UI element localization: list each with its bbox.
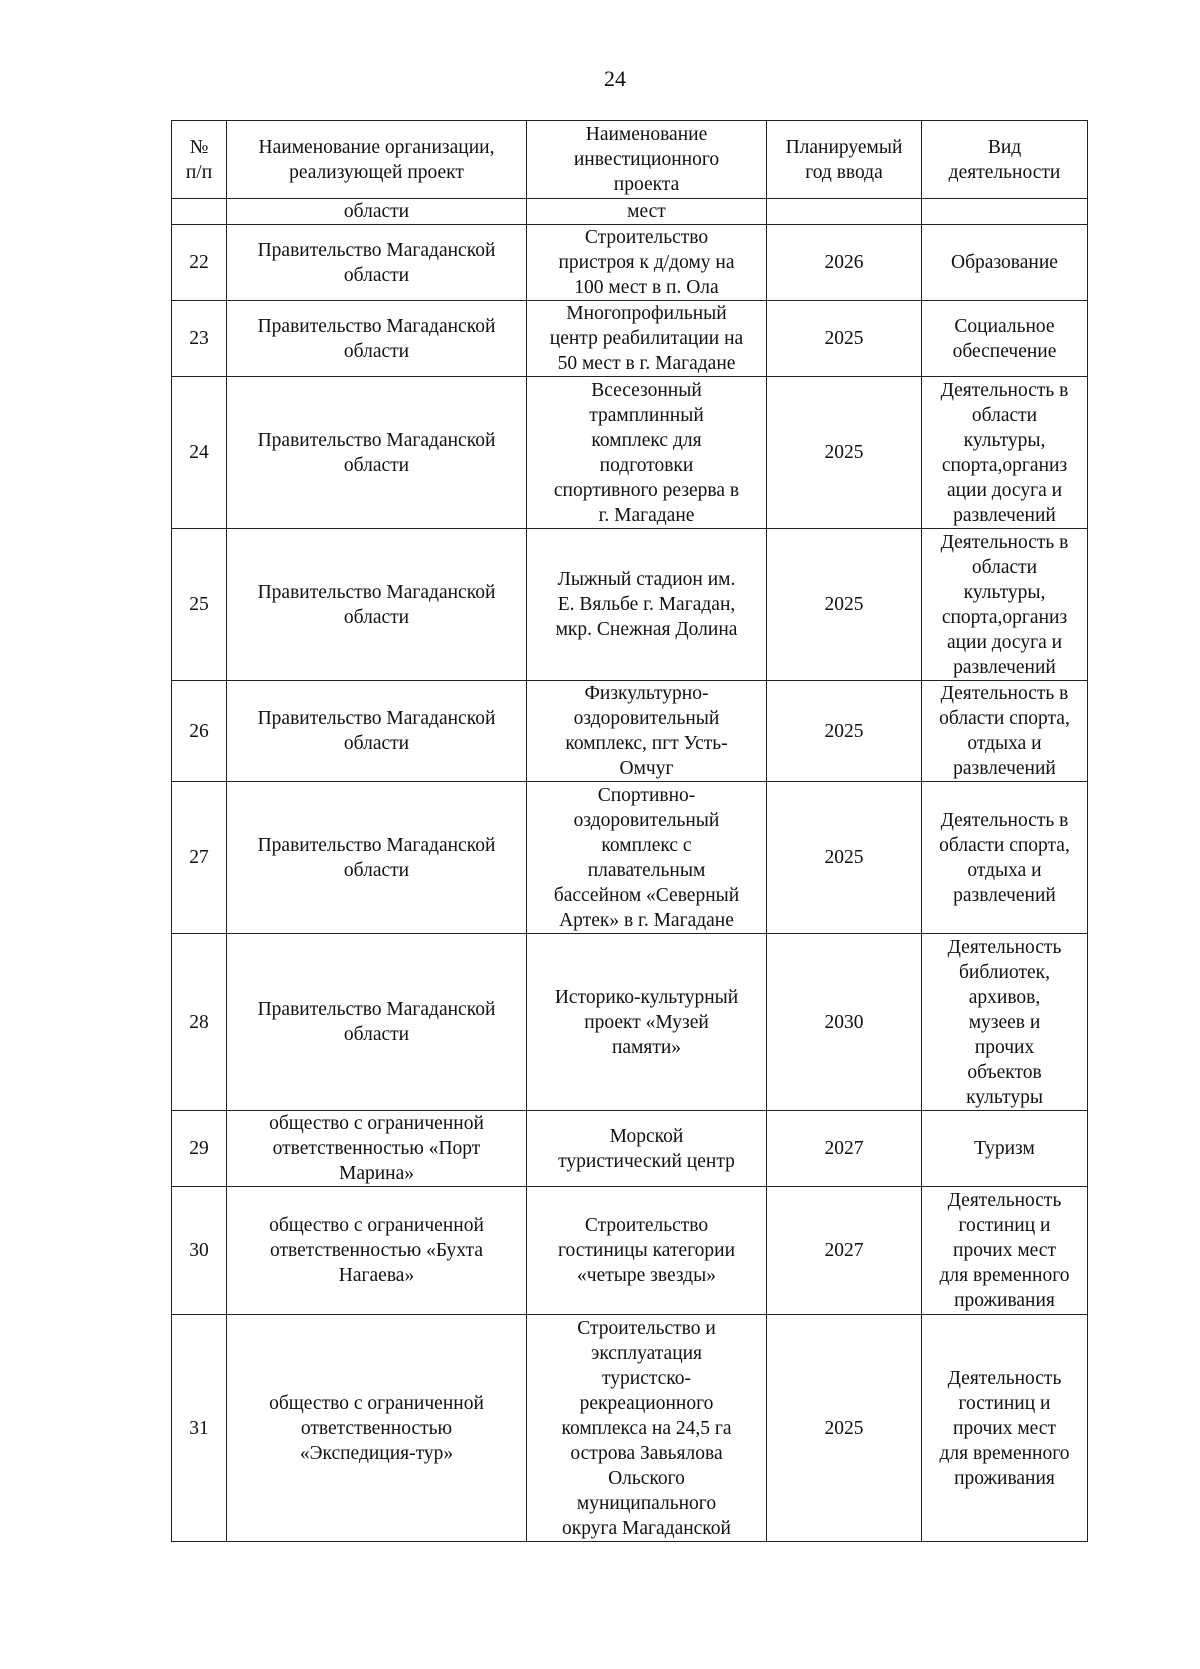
cell-project: Историко-культурный проект «Музей памяти» (527, 934, 767, 1111)
header-project: Наименование инвестиционного проекта (527, 121, 767, 199)
cell-year: 2025 (767, 782, 922, 934)
cell-activity: Образование (922, 225, 1088, 301)
cell-activity: Деятельность библиотек, архивов, музеев и прочих объектов культуры (922, 934, 1088, 1111)
cell-activity: Деятельность гостиниц и прочих мест для временного проживания (922, 1187, 1088, 1315)
table-row (172, 529, 1088, 681)
header-activity: Вид деятельности (922, 121, 1088, 199)
cell-organization: общество с ограниченной ответственностью «Порт Марина» (227, 1111, 527, 1187)
table-row (172, 225, 1088, 301)
table-row (172, 1187, 1088, 1315)
cell-project: Спортивно- оздоровительный комплекс с плавательным бассейном «Северный Артек» в г. Магадане (527, 782, 767, 934)
table-row (172, 199, 1088, 225)
cell-year: 2025 (767, 1315, 922, 1542)
table-row (172, 377, 1088, 529)
cell-activity: Деятельность в области спорта, отдыха и развлечений (922, 681, 1088, 782)
cell-organization: общество с ограниченной ответственностью «Бухта Нагаева» (227, 1187, 527, 1315)
table-row (172, 301, 1088, 377)
cell-year: 2025 (767, 681, 922, 782)
cell-year: 2030 (767, 934, 922, 1111)
cell-number: 30 (172, 1187, 227, 1315)
cell-project: Лыжный стадион им. Е. Вяльбе г. Магадан, мкр. Снежная Долина (527, 529, 767, 681)
cell-activity: Деятельность в области культуры, спорта,организ ации досуга и развлечений (922, 529, 1088, 681)
table-row (172, 1111, 1088, 1187)
page-number: 24 (604, 66, 626, 91)
cell-project: Строительство пристроя к д/дому на 100 мест в п. Ола (527, 225, 767, 301)
cell-year: 2026 (767, 225, 922, 301)
cell-project: Многопрофильный центр реабилитации на 50 мест в г. Магадане (527, 301, 767, 377)
table-row (172, 681, 1088, 782)
cell-activity: Деятельность в области культуры, спорта,организ ации досуга и развлечений (922, 377, 1088, 529)
cell-organization: Правительство Магаданской области (227, 529, 527, 681)
cell-project: Физкультурно- оздоровительный комплекс, пгт Усть- Омчуг (527, 681, 767, 782)
header-number: № п/п (172, 121, 227, 199)
cell-organization: области (227, 199, 527, 225)
header-year: Планируемый год ввода (767, 121, 922, 199)
cell-number (172, 199, 227, 225)
cell-number: 26 (172, 681, 227, 782)
cell-number: 31 (172, 1315, 227, 1542)
cell-organization: Правительство Магаданской области (227, 782, 527, 934)
table-row (172, 782, 1088, 934)
cell-organization: Правительство Магаданской области (227, 681, 527, 782)
cell-activity (922, 199, 1088, 225)
cell-number: 28 (172, 934, 227, 1111)
table-header-row (172, 121, 1088, 199)
cell-organization: Правительство Магаданской области (227, 934, 527, 1111)
cell-year: 2025 (767, 377, 922, 529)
table-row (172, 1315, 1088, 1542)
cell-activity: Деятельность гостиниц и прочих мест для временного проживания (922, 1315, 1088, 1542)
cell-year: 2027 (767, 1111, 922, 1187)
cell-year: 2027 (767, 1187, 922, 1315)
investment-projects-table (171, 120, 1088, 1542)
cell-project: мест (527, 199, 767, 225)
cell-year (767, 199, 922, 225)
cell-activity: Социальное обеспечение (922, 301, 1088, 377)
cell-number: 22 (172, 225, 227, 301)
cell-year: 2025 (767, 529, 922, 681)
cell-organization: Правительство Магаданской области (227, 377, 527, 529)
cell-number: 27 (172, 782, 227, 934)
cell-number: 23 (172, 301, 227, 377)
cell-project: Всесезонный трамплинный комплекс для подготовки спортивного резерва в г. Магадане (527, 377, 767, 529)
cell-number: 25 (172, 529, 227, 681)
table-row (172, 934, 1088, 1111)
header-organization: Наименование организации, реализующей проект (227, 121, 527, 199)
cell-organization: общество с ограниченной ответственностью «Экспедиция-тур» (227, 1315, 527, 1542)
cell-activity: Деятельность в области спорта, отдыха и развлечений (922, 782, 1088, 934)
cell-project: Строительство и эксплуатация туристско- рекреационного комплекса на 24,5 га острова Завьялова Ольского муниципального округа Магаданской (527, 1315, 767, 1542)
cell-number: 24 (172, 377, 227, 529)
cell-number: 29 (172, 1111, 227, 1187)
cell-project: Строительство гостиницы категории «четыре звезды» (527, 1187, 767, 1315)
cell-year: 2025 (767, 301, 922, 377)
cell-project: Морской туристический центр (527, 1111, 767, 1187)
cell-organization: Правительство Магаданской области (227, 225, 527, 301)
cell-organization: Правительство Магаданской области (227, 301, 527, 377)
cell-activity: Туризм (922, 1111, 1088, 1187)
